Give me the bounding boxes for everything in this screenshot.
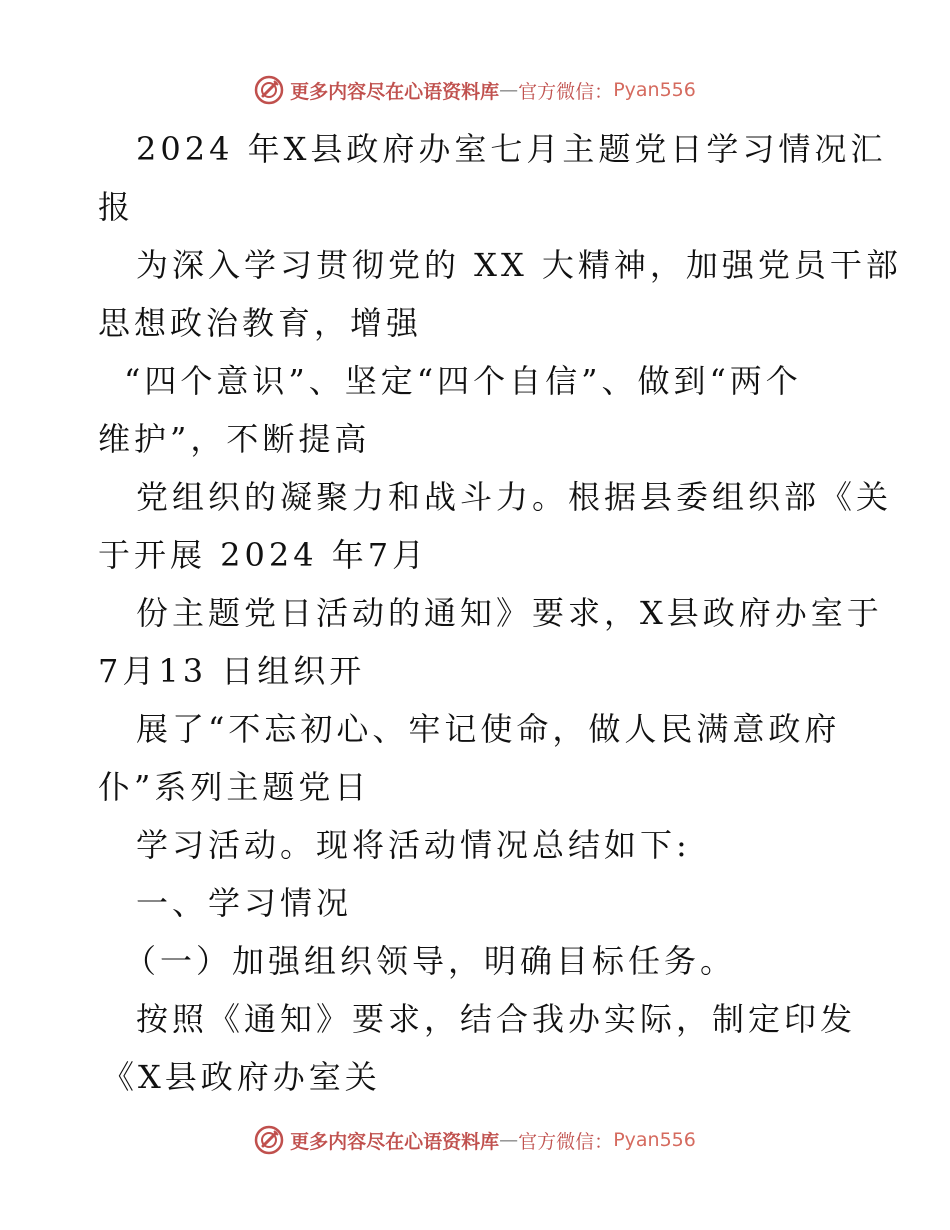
watermark-brand: 更多内容尽在心语资料库 [290, 80, 500, 103]
paragraph-line: 于开展 2024 年7月 [98, 536, 429, 574]
paragraph-line: 党组织的凝聚力和战斗力。根据县委组织部《关 [136, 478, 893, 516]
footer-watermark [0, 1120, 950, 1160]
paragraph-line: 份主题党日活动的通知》要求，X县政府办室于 [136, 594, 883, 632]
paragraph-line: “四个意识”、坚定“四个自信”、做到“两个 [124, 362, 802, 400]
watermark-brand: 更多内容尽在心语资料库 [290, 1130, 500, 1153]
document-title-line-2: 报 [98, 188, 135, 226]
logo-icon [254, 75, 284, 105]
paragraph-line: 为深入学习贯彻党的 XX 大精神，加强党员干部 [136, 246, 902, 284]
paragraph-line: 学习活动。现将活动情况总结如下: [136, 826, 691, 864]
watermark-separator: — [499, 79, 519, 101]
watermark-id: Pyan556 [613, 79, 696, 101]
paragraph-line: 思想政治教育，增强 [98, 304, 423, 342]
paragraph-line: 《X县政府办室关 [102, 1058, 381, 1096]
watermark-label: 官方微信： [518, 80, 614, 103]
paragraph-line: 展了“不忘初心、牢记使命，做人民满意政府 [136, 710, 841, 748]
logo-icon [254, 1125, 284, 1155]
paragraph-line: 7月13 日组织开 [98, 652, 366, 690]
document-title-line-1: 2024 年X县政府办室七月主题党日学习情况汇 [136, 130, 887, 168]
document-body [98, 120, 902, 1106]
watermark-separator: — [499, 1129, 519, 1151]
header-watermark [0, 70, 950, 110]
subsection-heading: （一）加强组织领导，明确目标任务。 [124, 942, 737, 980]
paragraph-line: 维护”，不断提高 [98, 420, 371, 458]
paragraph-line: 按照《通知》要求，结合我办实际，制定印发 [136, 1000, 857, 1038]
watermark-label: 官方微信： [518, 1130, 614, 1153]
section-heading: 一、学习情况 [136, 884, 353, 922]
watermark-id: Pyan556 [613, 1129, 696, 1151]
paragraph-line: 仆”系列主题党日 [98, 768, 371, 806]
